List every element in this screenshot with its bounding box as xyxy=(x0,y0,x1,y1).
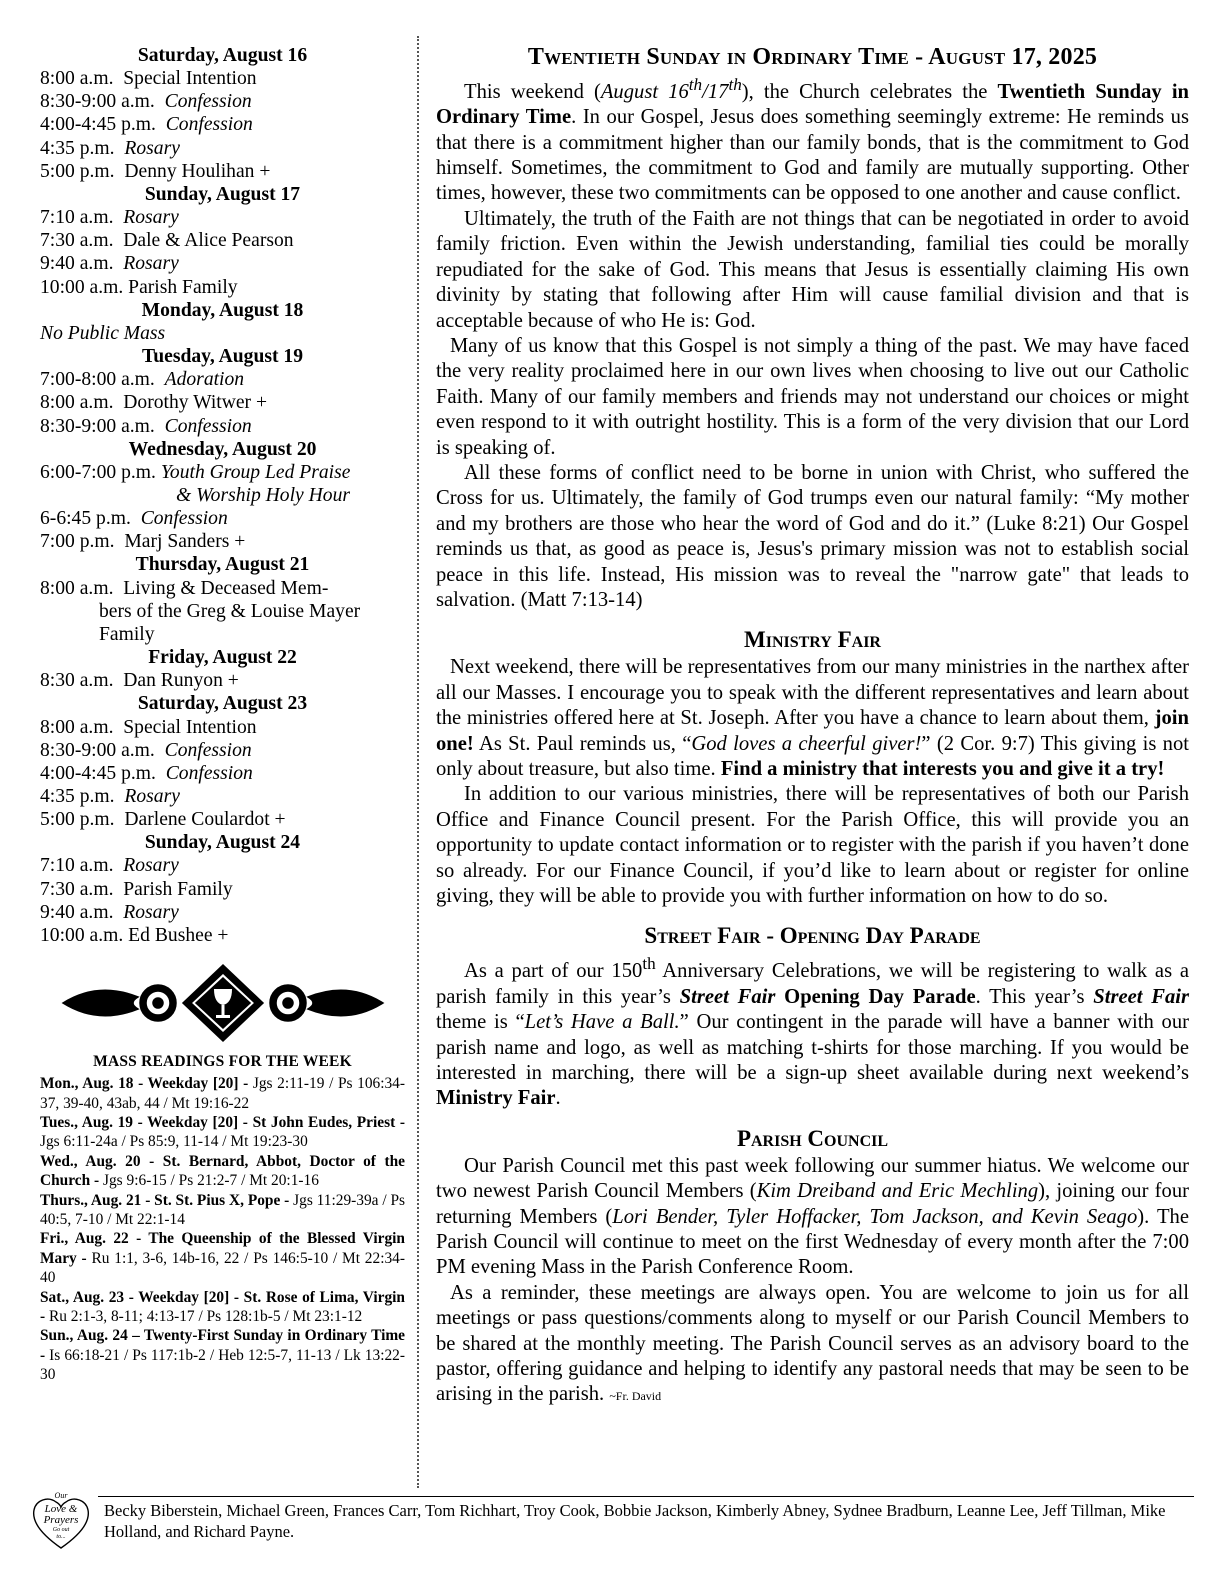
schedule-time: 4:35 p.m. xyxy=(40,137,125,159)
schedule-entry xyxy=(40,67,405,90)
schedule-entry xyxy=(40,577,405,600)
schedule-entry xyxy=(40,716,405,739)
schedule-time: 7:00-8:00 a.m. xyxy=(40,369,165,391)
schedule-entry-continuation: & Worship Holy Hour xyxy=(176,484,350,506)
right-column xyxy=(436,42,1189,1410)
council-paragraph-1: Our Parish Council met this past week following our summer hiatus. We welcome our two newest Parish Council Members (Kim Dreiband and Eric Mechling), joining our four returning Members (Lori Bender, Tyler Hoffacker, Tom Jackson, and Kevin Seago). The Parish Council will continue to meet on the first Wednesday of every month after the 7:00 PM evening Mass in the Parish Conference Room. xyxy=(436,1154,1189,1279)
street-fair-title: Street Fair - Opening Day Parade xyxy=(644,923,981,949)
schedule-entry xyxy=(40,229,405,252)
schedule-time: 8:30 a.m. xyxy=(40,670,124,692)
ministry-paragraph-2: In addition to our various ministries, there will be representatives of both our Parish Office and Finance Council present. For the Parish Office, this will provide you an opportunity to update contact information or to register with the parish if you haven’t done so already. For our Finance Council, if you’d like to learn about or register for online giving, they will be able to provide you with further information on how to do so. xyxy=(436,783,1189,908)
schedule-description: Living & Deceased Mem- xyxy=(123,577,329,599)
schedule-time: 10:00 a.m. xyxy=(40,924,129,946)
ministry-paragraph-1: Next weekend, there will be representatives from our many ministries in the narthex after all our Masses. I encourage you to speak with the different representatives and learn about the ministries offered here at St. Joseph. After you have a chance to learn about them, join one! As St. Paul reminds us, “God loves a cheerful giver!” (2 Cor. 9:7) This giving is not only about treasure, but also time. Find a ministry that interests you and give it a try! xyxy=(436,656,1189,781)
schedule-entry xyxy=(40,160,405,183)
reading-entry: Mon., Aug. 18 - Weekday [20] - Jgs 2:11-19 / Ps 106:34-37, 39-40, 43ab, 44 / Mt 19:16-22 xyxy=(40,1075,405,1112)
schedule-day-heading: Thursday, August 21 xyxy=(135,554,310,576)
schedule-entry xyxy=(40,368,405,391)
schedule-description: Darlene Coulardot + xyxy=(124,809,286,831)
schedule-day-heading: Wednesday, August 20 xyxy=(128,438,317,460)
schedule-entry xyxy=(40,415,405,438)
schedule-entry xyxy=(40,322,405,345)
mass-readings-list xyxy=(40,1074,405,1385)
reading-entry: Thurs., Aug. 21 - St. St. Pius X, Pope - Jgs 11:29-39a / Ps 40:5, 7-10 / Mt 22:1-14 xyxy=(40,1191,406,1228)
schedule-time: 10:00 a.m. xyxy=(40,276,129,298)
schedule-description: Ed Bushee + xyxy=(128,924,229,946)
ministry-fair-title: Ministry Fair xyxy=(744,627,881,653)
schedule-description: Special Intention xyxy=(123,716,257,738)
logo-text-prayers: Prayers xyxy=(43,1514,79,1526)
schedule-entry xyxy=(40,924,405,947)
schedule-description: Rosary xyxy=(123,207,179,229)
schedule-entry xyxy=(40,276,405,299)
article-paragraph-2: Ultimately, the truth of the Faith are not things that can be negotiated in order to avoid family friction. Even within the Jewish understanding, familial ties could be morally repudiated for the sake of God. This means that Jesus is essentially claiming His own divinity by stating that following after Him will cause familial division and that is acceptable because of who He is: God. xyxy=(436,207,1189,332)
schedule-entry-continuation: bers of the Greg & Louise Mayer xyxy=(99,600,361,622)
street-fair-section xyxy=(436,921,1189,1111)
schedule-description: Parish Family xyxy=(123,878,233,900)
schedule-entry xyxy=(40,113,405,136)
schedule-time: 8:00 a.m. xyxy=(40,68,124,90)
schedule-day-heading: Saturday, August 23 xyxy=(137,693,308,715)
reading-entry: Sun., Aug. 24 – Twenty-First Sunday in Ordinary Time - Is 66:18-21 / Ps 117:1b-2 / Heb 12:5-7, 11-13 / Lk 13:22-30 xyxy=(40,1327,405,1384)
schedule-entry xyxy=(40,507,405,530)
schedule-time: 7:30 a.m. xyxy=(40,230,124,252)
schedule-time: 7:10 a.m. xyxy=(40,207,124,229)
schedule-day-heading: Friday, August 22 xyxy=(148,647,297,669)
parish-council-title: Parish Council xyxy=(736,1125,889,1151)
schedule-entry xyxy=(40,90,405,113)
ministry-fair-section xyxy=(436,625,1189,909)
schedule-time: 9:40 a.m. xyxy=(40,253,124,275)
schedule-description: Rosary xyxy=(123,855,179,877)
schedule-day-heading: Sunday, August 24 xyxy=(144,832,301,854)
schedule-description: Denny Houlihan + xyxy=(124,160,271,182)
article-paragraph-1: This weekend (August 16th/17th), the Church celebrates the Twentieth Sunday in Ordinary Time. In our Gospel, Jesus does something seemingly extreme: He reminds us that there is a commitment higher than our family bonds, that is the commitment to God himself. Sometimes, the commitment to God and family are mutually supporting. Other times, however, these two commitments can be opposed to one another and cause conflict. xyxy=(436,75,1190,205)
schedule-entry xyxy=(40,785,405,808)
logo-text-go-out: Go out xyxy=(52,1527,70,1533)
schedule-description: Confession xyxy=(165,762,253,784)
schedule-description: Rosary xyxy=(124,786,180,807)
schedule-description: Parish Family xyxy=(128,276,238,298)
schedule-entry xyxy=(40,252,405,275)
footer-rule xyxy=(98,1496,1194,1497)
schedule-time: 8:00 a.m. xyxy=(40,577,124,599)
schedule-entry xyxy=(40,878,405,901)
schedule-time: 8:30-9:00 a.m. xyxy=(40,739,165,761)
schedule-description: Rosary xyxy=(123,253,179,275)
schedule-time: 8:30-9:00 a.m. xyxy=(40,91,165,113)
reading-entry: Fri., Aug. 22 - The Queenship of the Blessed Virgin Mary - Ru 1:1, 3-6, 14b-16, 22 / Ps 146:5-10 / Mt 22:34-40 xyxy=(40,1230,405,1287)
schedule-description: Confession xyxy=(164,739,252,761)
prayer-list-names: Becky Biberstein, Michael Green, Frances Carr, Tom Richhart, Troy Cook, Bobbie Jackson, Kimberly Abney, Sydnee Bradburn, Leanne Lee, Jeff Tillman, Mike Holland, and Richard Payne. xyxy=(104,1501,1166,1541)
chalice-ornament-icon xyxy=(58,963,388,1043)
schedule-time: 5:00 p.m. xyxy=(40,160,125,182)
schedule-entry xyxy=(40,901,405,924)
schedule-time: 6:00-7:00 p.m. xyxy=(40,461,161,483)
schedule-time: 4:00-4:45 p.m. xyxy=(40,762,166,784)
schedule-entry xyxy=(40,391,405,414)
schedule-description: Confession xyxy=(164,91,252,113)
schedule-entry xyxy=(40,739,405,762)
schedule-time: 8:00 a.m. xyxy=(40,392,124,414)
schedule-day-heading: Saturday, August 16 xyxy=(137,45,308,66)
schedule-entry xyxy=(40,530,405,553)
readings-title: MASS READINGS FOR THE WEEK xyxy=(93,1053,352,1071)
logo-text-to: to... xyxy=(56,1534,66,1540)
street-fair-paragraph: As a part of our 150th Anniversary Celebrations, we will be registering to walk as a parish family in this year’s Street Fair Opening Day Parade. This year’s Street Fair theme is “Let’s Have a Ball.” Our contingent in the parade will have a banner with our parish name and logo, as well as matching t-shirts for those marching. If you would be interested in marching, there will be a sign-up sheet available during next weekend’s Ministry Fair. xyxy=(436,954,1189,1110)
schedule-time: 7:00 p.m. xyxy=(40,531,125,553)
schedule-description: Dan Runyon + xyxy=(123,670,239,692)
schedule-day-heading: Monday, August 18 xyxy=(141,299,304,321)
schedule-description: Dale & Alice Pearson xyxy=(123,230,294,252)
schedule-description: Adoration xyxy=(164,369,245,391)
schedule-description: Confession xyxy=(164,415,252,437)
schedule-time: 7:10 a.m. xyxy=(40,855,124,877)
schedule-entry xyxy=(40,808,405,831)
article-paragraph-4: All these forms of conflict need to be borne in union with Christ, who suffered the Cross for us. Ultimately, the family of God trumps even our natural family: “My mother and my brothers are those who hear the word of God and do it.” (Luke 8:21) Our Gospel reminds us that, as good as peace is, Jesus's primary mission was not to establish social peace in this life. Instead, His mission was to reveal the "narrow gate" that leads to salvation. (Matt 7:13-14) xyxy=(436,461,1189,611)
schedule-entry xyxy=(40,461,405,484)
schedule-day-heading: Sunday, August 17 xyxy=(144,183,301,205)
schedule-time: 4:00-4:45 p.m. xyxy=(40,114,166,136)
schedule-description: Special Intention xyxy=(123,68,257,90)
schedule-time: 8:30-9:00 a.m. xyxy=(40,415,165,437)
schedule-description: No Public Mass xyxy=(40,322,166,344)
schedule-time: 6-6:45 p.m. xyxy=(40,508,141,530)
article-title: Twentieth Sunday in Ordinary Time - August 17, 2025 xyxy=(527,44,1098,70)
schedule-entry xyxy=(40,762,405,785)
schedule-time: 5:00 p.m. xyxy=(40,809,125,831)
schedule-entry-continuation: Family xyxy=(99,623,155,645)
article-paragraph-3: Many of us know that this Gospel is not simply a thing of the past. We may have faced the very reality proclaimed here in our own lives when choosing to live out our Catholic Faith. Many of our family members and friends may not understand our choices or might even respond to it with outright hostility. This is a form of the very division that our Lord is speaking of. xyxy=(436,334,1189,459)
schedule-day-heading: Tuesday, August 19 xyxy=(142,346,303,368)
schedule-description: Confession xyxy=(140,508,228,530)
schedule-time: 8:00 a.m. xyxy=(40,716,124,738)
schedule-description: Marj Sanders + xyxy=(124,531,246,553)
parish-council-section xyxy=(436,1124,1189,1410)
schedule-description: Confession xyxy=(165,114,253,136)
column-divider xyxy=(417,36,419,1488)
schedule-description: Youth Group Led Praise xyxy=(160,461,351,483)
schedule-time: 4:35 p.m. xyxy=(40,786,125,807)
schedule-entry xyxy=(40,854,405,877)
schedule-description: Rosary xyxy=(124,137,180,159)
signature: ~Fr. David xyxy=(609,1389,662,1404)
left-column xyxy=(40,44,405,1385)
schedule-entry xyxy=(40,137,405,160)
mass-schedule xyxy=(40,44,405,947)
schedule-time: 9:40 a.m. xyxy=(40,901,124,923)
reading-entry: Sat., Aug. 23 - Weekday [20] - St. Rose of Lima, Virgin - Ru 2:1-3, 8-11; 4:13-17 / Ps 128:1b-5 / Mt 23:1-12 xyxy=(40,1288,405,1325)
schedule-description: Rosary xyxy=(123,901,179,923)
reading-entry: Tues., Aug. 19 - Weekday [20] - St John Eudes, Priest - Jgs 6:11-24a / Ps 85:9, 11-14 / Mt 19:23-30 xyxy=(40,1113,405,1151)
schedule-time: 7:30 a.m. xyxy=(40,878,124,900)
schedule-entry xyxy=(40,669,405,692)
schedule-entry xyxy=(40,206,405,229)
schedule-description: Dorothy Witwer + xyxy=(123,392,268,414)
council-paragraph-2: As a reminder, these meetings are always open. You are welcome to join us for all meetings or pass questions/comments along to myself or our Parish Council Members to be shared at the monthly meeting. The Parish Council serves as an advisory board to the pastor, offering guidance and helping to identify any pastoral needs that may be seen to be arising in the parish. ~Fr. David xyxy=(436,1281,1189,1406)
logo-text-our: Our xyxy=(54,1491,68,1500)
love-and-prayers-heart-icon xyxy=(28,1488,94,1554)
logo-text-love: Love & xyxy=(44,1503,78,1515)
reading-entry: Wed., Aug. 20 - St. Bernard, Abbot, Doctor of the Church - Jgs 9:6-15 / Ps 21:2-7 / Mt 20:1-16 xyxy=(40,1152,405,1190)
